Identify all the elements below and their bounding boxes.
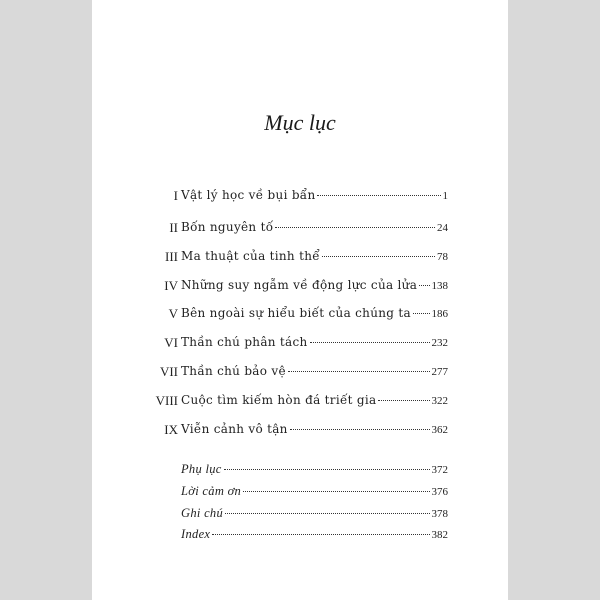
- page-number: 376: [431, 486, 448, 498]
- appendix-title: Index: [181, 527, 211, 541]
- dot-leader: [310, 342, 430, 343]
- chapter-title: Viễn cảnh vô tận: [181, 422, 288, 436]
- dot-leader: [224, 469, 430, 470]
- page-number: 378: [431, 508, 448, 520]
- toc-entry[interactable]: [92, 249, 508, 269]
- dot-leader: [413, 313, 430, 314]
- chapter-title: Vật lý học về bụi bẩn: [181, 188, 316, 202]
- page-number: 232: [431, 337, 448, 349]
- dot-leader: [288, 371, 430, 372]
- page-title: Mục lục: [264, 110, 336, 135]
- appendix-title: Lời cảm ơn: [181, 484, 242, 498]
- appendix-title: Phụ lục: [181, 462, 222, 476]
- toc-entry[interactable]: [92, 422, 508, 442]
- dot-leader: [290, 429, 430, 430]
- page-number: 24: [437, 222, 448, 234]
- toc-entry[interactable]: [92, 306, 508, 326]
- toc-appendix-entry[interactable]: [92, 506, 508, 526]
- page-number: 372: [431, 464, 448, 476]
- chapter-title: Ma thuật của tinh thể: [181, 249, 320, 263]
- chapter-numeral: VIII: [155, 393, 178, 408]
- page-number: 322: [431, 395, 448, 407]
- page-number: 277: [431, 366, 448, 378]
- chapter-title: Bốn nguyên tố: [181, 220, 274, 234]
- dot-leader: [322, 256, 435, 257]
- chapter-title: Bên ngoài sự hiểu biết của chúng ta: [181, 306, 411, 320]
- toc-entry[interactable]: [92, 188, 508, 208]
- toc-entry[interactable]: [92, 278, 508, 298]
- toc-appendix-entry[interactable]: [92, 462, 508, 482]
- page-number: 78: [437, 251, 448, 263]
- toc-appendix-entry[interactable]: [92, 527, 508, 547]
- page-number: 1: [442, 190, 448, 202]
- dot-leader: [317, 195, 440, 196]
- toc-appendix-entry[interactable]: [92, 484, 508, 504]
- chapter-numeral: VI: [164, 335, 178, 350]
- dot-leader: [378, 400, 429, 401]
- chapter-numeral: II: [169, 220, 178, 235]
- chapter-title: Cuộc tìm kiếm hòn đá triết gia: [181, 393, 377, 407]
- chapter-numeral: VII: [159, 364, 178, 379]
- chapter-numeral: IX: [164, 422, 178, 437]
- toc-entry[interactable]: [92, 364, 508, 384]
- dot-leader: [243, 491, 429, 492]
- dot-leader: [225, 513, 429, 514]
- page-number: 186: [431, 308, 448, 320]
- chapter-title: Những suy ngẫm về động lực của lửa: [181, 278, 418, 292]
- chapter-numeral: IV: [164, 278, 178, 293]
- page-number: 362: [431, 424, 448, 436]
- chapter-title: Thần chú phân tách: [181, 335, 308, 349]
- chapter-numeral: V: [168, 306, 178, 321]
- dot-leader: [212, 534, 429, 535]
- dot-leader: [419, 285, 429, 286]
- chapter-numeral: I: [173, 188, 178, 203]
- dot-leader: [275, 227, 435, 228]
- chapter-numeral: III: [165, 249, 178, 264]
- page-number: 382: [431, 529, 448, 541]
- chapter-title: Thần chú bảo vệ: [181, 364, 286, 378]
- appendix-title: Ghi chú: [181, 506, 224, 520]
- toc-entry[interactable]: [92, 220, 508, 240]
- page-number: 138: [431, 280, 448, 292]
- toc-entry[interactable]: [92, 393, 508, 413]
- toc-entry[interactable]: [92, 335, 508, 355]
- book-page: [92, 0, 508, 600]
